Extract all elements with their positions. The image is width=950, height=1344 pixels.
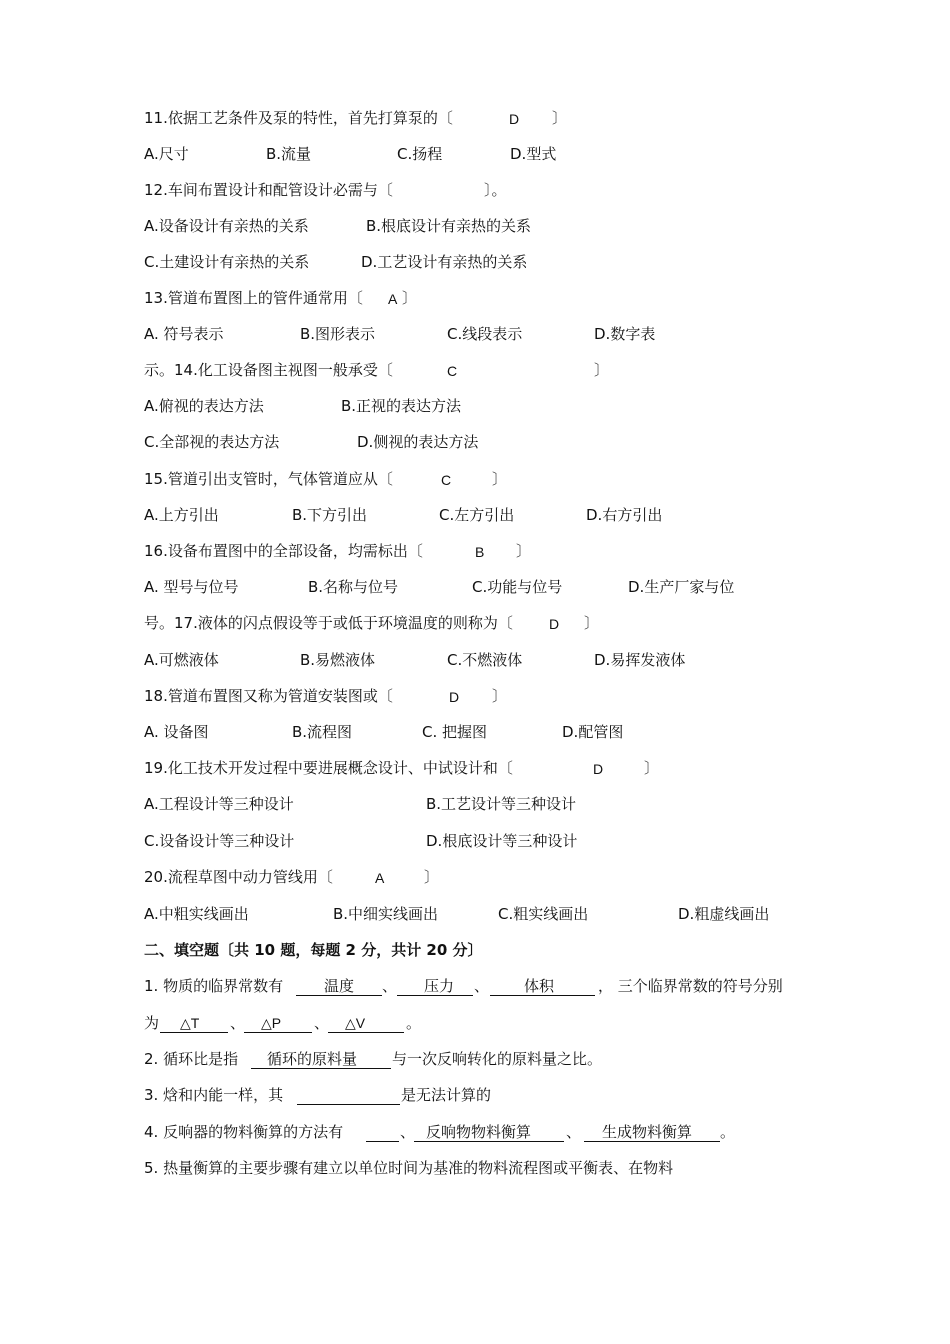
fill-in-1-line2-prefix: 为: [144, 1014, 160, 1032]
option-d: D.型式: [510, 145, 557, 163]
question-11-close: 〕: [552, 109, 568, 127]
option-b: B.根底设计有亲热的关系: [366, 217, 532, 235]
fill-in-4-answer-2: 生成物料衡算: [602, 1123, 693, 1141]
option-b: B.流程图: [292, 723, 353, 741]
option-a: A.上方引出: [144, 506, 219, 524]
question-13-stem: 13.管道布置图上的管件通常用〔: [144, 289, 363, 307]
option-b: B.中细实线画出: [333, 905, 439, 923]
question-17-close: 〕: [584, 614, 600, 632]
separator: 、: [314, 1014, 330, 1032]
option-c: C.粗实线画出: [498, 905, 589, 923]
question-13-answer: A: [388, 291, 398, 307]
option-c: C.设备设计等三种设计: [144, 832, 295, 850]
fill-in-1-answer-1: 温度: [324, 977, 355, 995]
blank: [328, 1013, 404, 1033]
separator: 、: [382, 977, 398, 995]
option-a: A. 符号表示: [144, 325, 224, 343]
option-c: C.扬程: [397, 145, 443, 163]
fill-in-4-prefix: 4. 反响器的物料衡算的方法有: [144, 1123, 344, 1141]
option-d: D.易挥发液体: [594, 651, 686, 669]
option-c: C.土建设计有亲热的关系: [144, 253, 310, 271]
section-2-heading: 二、填空题〔共 10 题，每题 2 分，共计 20 分〕: [144, 941, 483, 959]
option-c: C.全部视的表达方法: [144, 433, 280, 451]
fill-in-1-mid: ， 三个临界常数的符号分别: [598, 977, 783, 995]
question-20-close: 〕: [424, 868, 440, 886]
question-15-close: 〕: [492, 470, 508, 488]
option-d: D.数字表: [594, 325, 656, 343]
option-d: D.右方引出: [586, 506, 663, 524]
question-12-stem: 12.车间布置设计和配管设计必需与〔: [144, 181, 393, 199]
question-15-stem: 15.管道引出支管时，气体管道应从〔: [144, 470, 393, 488]
question-18-stem: 18.管道布置图又称为管道安装图或〔: [144, 687, 393, 705]
blank: [297, 1085, 400, 1105]
option-c: C.线段表示: [447, 325, 523, 343]
option-a: A.中粗实线画出: [144, 905, 249, 923]
option-b: B.流量: [266, 145, 312, 163]
question-18-close: 〕: [492, 687, 508, 705]
question-11-answer: D: [509, 111, 520, 127]
option-a: A.设备设计有亲热的关系: [144, 217, 309, 235]
option-b: B.名称与位号: [308, 578, 399, 596]
question-16-stem: 16.设备布置图中的全部设备，均需标出〔: [144, 542, 423, 560]
option-a: A.尺寸: [144, 145, 189, 163]
fill-in-3-suffix: 是无法计算的: [401, 1086, 492, 1104]
option-d: D.生产厂家与位: [628, 578, 735, 596]
fill-in-2-prefix: 2. 循环比是指: [144, 1050, 239, 1068]
option-d: D.粗虚线画出: [678, 905, 770, 923]
option-c: C. 把握图: [422, 723, 488, 741]
question-20-stem: 20.流程草图中动力管线用〔: [144, 868, 333, 886]
option-c: C.不燃液体: [447, 651, 523, 669]
fill-in-1-prefix: 1. 物质的临界常数有: [144, 977, 284, 995]
fill-in-1-symbol-2: △P: [261, 1015, 282, 1031]
question-19-stem: 19.化工技术开发过程中要进展概念设计、中试设计和〔: [144, 759, 513, 777]
option-a: A.可燃液体: [144, 651, 219, 669]
separator: 、: [230, 1014, 246, 1032]
option-c: C.功能与位号: [472, 578, 563, 596]
fill-in-3-prefix: 3. 焓和内能一样，其: [144, 1086, 284, 1104]
fill-in-1-symbol-3: △V: [345, 1015, 366, 1031]
option-a: A. 设备图: [144, 723, 209, 741]
question-17-answer: D: [549, 616, 560, 632]
question-18-answer: D: [449, 689, 460, 705]
question-19-answer: D: [593, 761, 604, 777]
question-14-stem: 示。14.化工设备图主视图一般承受〔: [144, 361, 393, 379]
blank: [366, 1122, 399, 1142]
option-d: D.配管图: [562, 723, 624, 741]
option-d: D.根底设计等三种设计: [426, 832, 578, 850]
question-17-stem: 号。17.液体的闪点假设等于或低于环境温度的则称为〔: [144, 614, 513, 632]
question-16-close: 〕: [516, 542, 532, 560]
fill-in-4-answer-1: 反响物物料衡算: [426, 1123, 532, 1141]
option-b: B.正视的表达方法: [341, 397, 462, 415]
fill-in-2-suffix: 与一次反响转化的原料量之比。: [392, 1050, 603, 1068]
separator: 、: [400, 1123, 416, 1141]
option-a: A.俯视的表达方法: [144, 397, 264, 415]
fill-in-2-answer-1: 循环的原料量: [267, 1050, 358, 1068]
fill-in-1-symbol-1: △T: [180, 1015, 200, 1031]
question-16-answer: B: [475, 544, 485, 560]
option-c: C.左方引出: [439, 506, 515, 524]
option-d: D.侧视的表达方法: [357, 433, 479, 451]
separator: 、: [474, 977, 490, 995]
option-b: B.工艺设计等三种设计: [426, 795, 577, 813]
question-14-close: 〕: [594, 361, 610, 379]
fill-in-1-answer-3: 体积: [524, 977, 555, 995]
question-13-close: 〕: [402, 289, 418, 307]
question-11-stem: 11.依据工艺条件及泵的特性，首先打算泵的〔: [144, 109, 453, 127]
option-d: D.工艺设计有亲热的关系: [361, 253, 528, 271]
question-19-close: 〕: [644, 759, 660, 777]
option-a: A.工程设计等三种设计: [144, 795, 294, 813]
option-a: A. 型号与位号: [144, 578, 239, 596]
option-b: B.下方引出: [292, 506, 368, 524]
question-20-answer: A: [375, 870, 385, 886]
question-15-answer: C: [441, 472, 452, 488]
period: 。: [720, 1123, 736, 1141]
option-b: B.易燃液体: [300, 651, 376, 669]
question-12-close: 〕。: [484, 181, 507, 199]
separator: 、: [566, 1123, 582, 1141]
fill-in-5: 5. 热量衡算的主要步骤有建立以单位时间为基准的物料流程图或平衡表、在物料: [144, 1159, 674, 1177]
option-b: B.图形表示: [300, 325, 376, 343]
period: 。: [406, 1014, 422, 1032]
question-14-answer: C: [447, 363, 458, 379]
fill-in-1-answer-2: 压力: [424, 977, 455, 995]
